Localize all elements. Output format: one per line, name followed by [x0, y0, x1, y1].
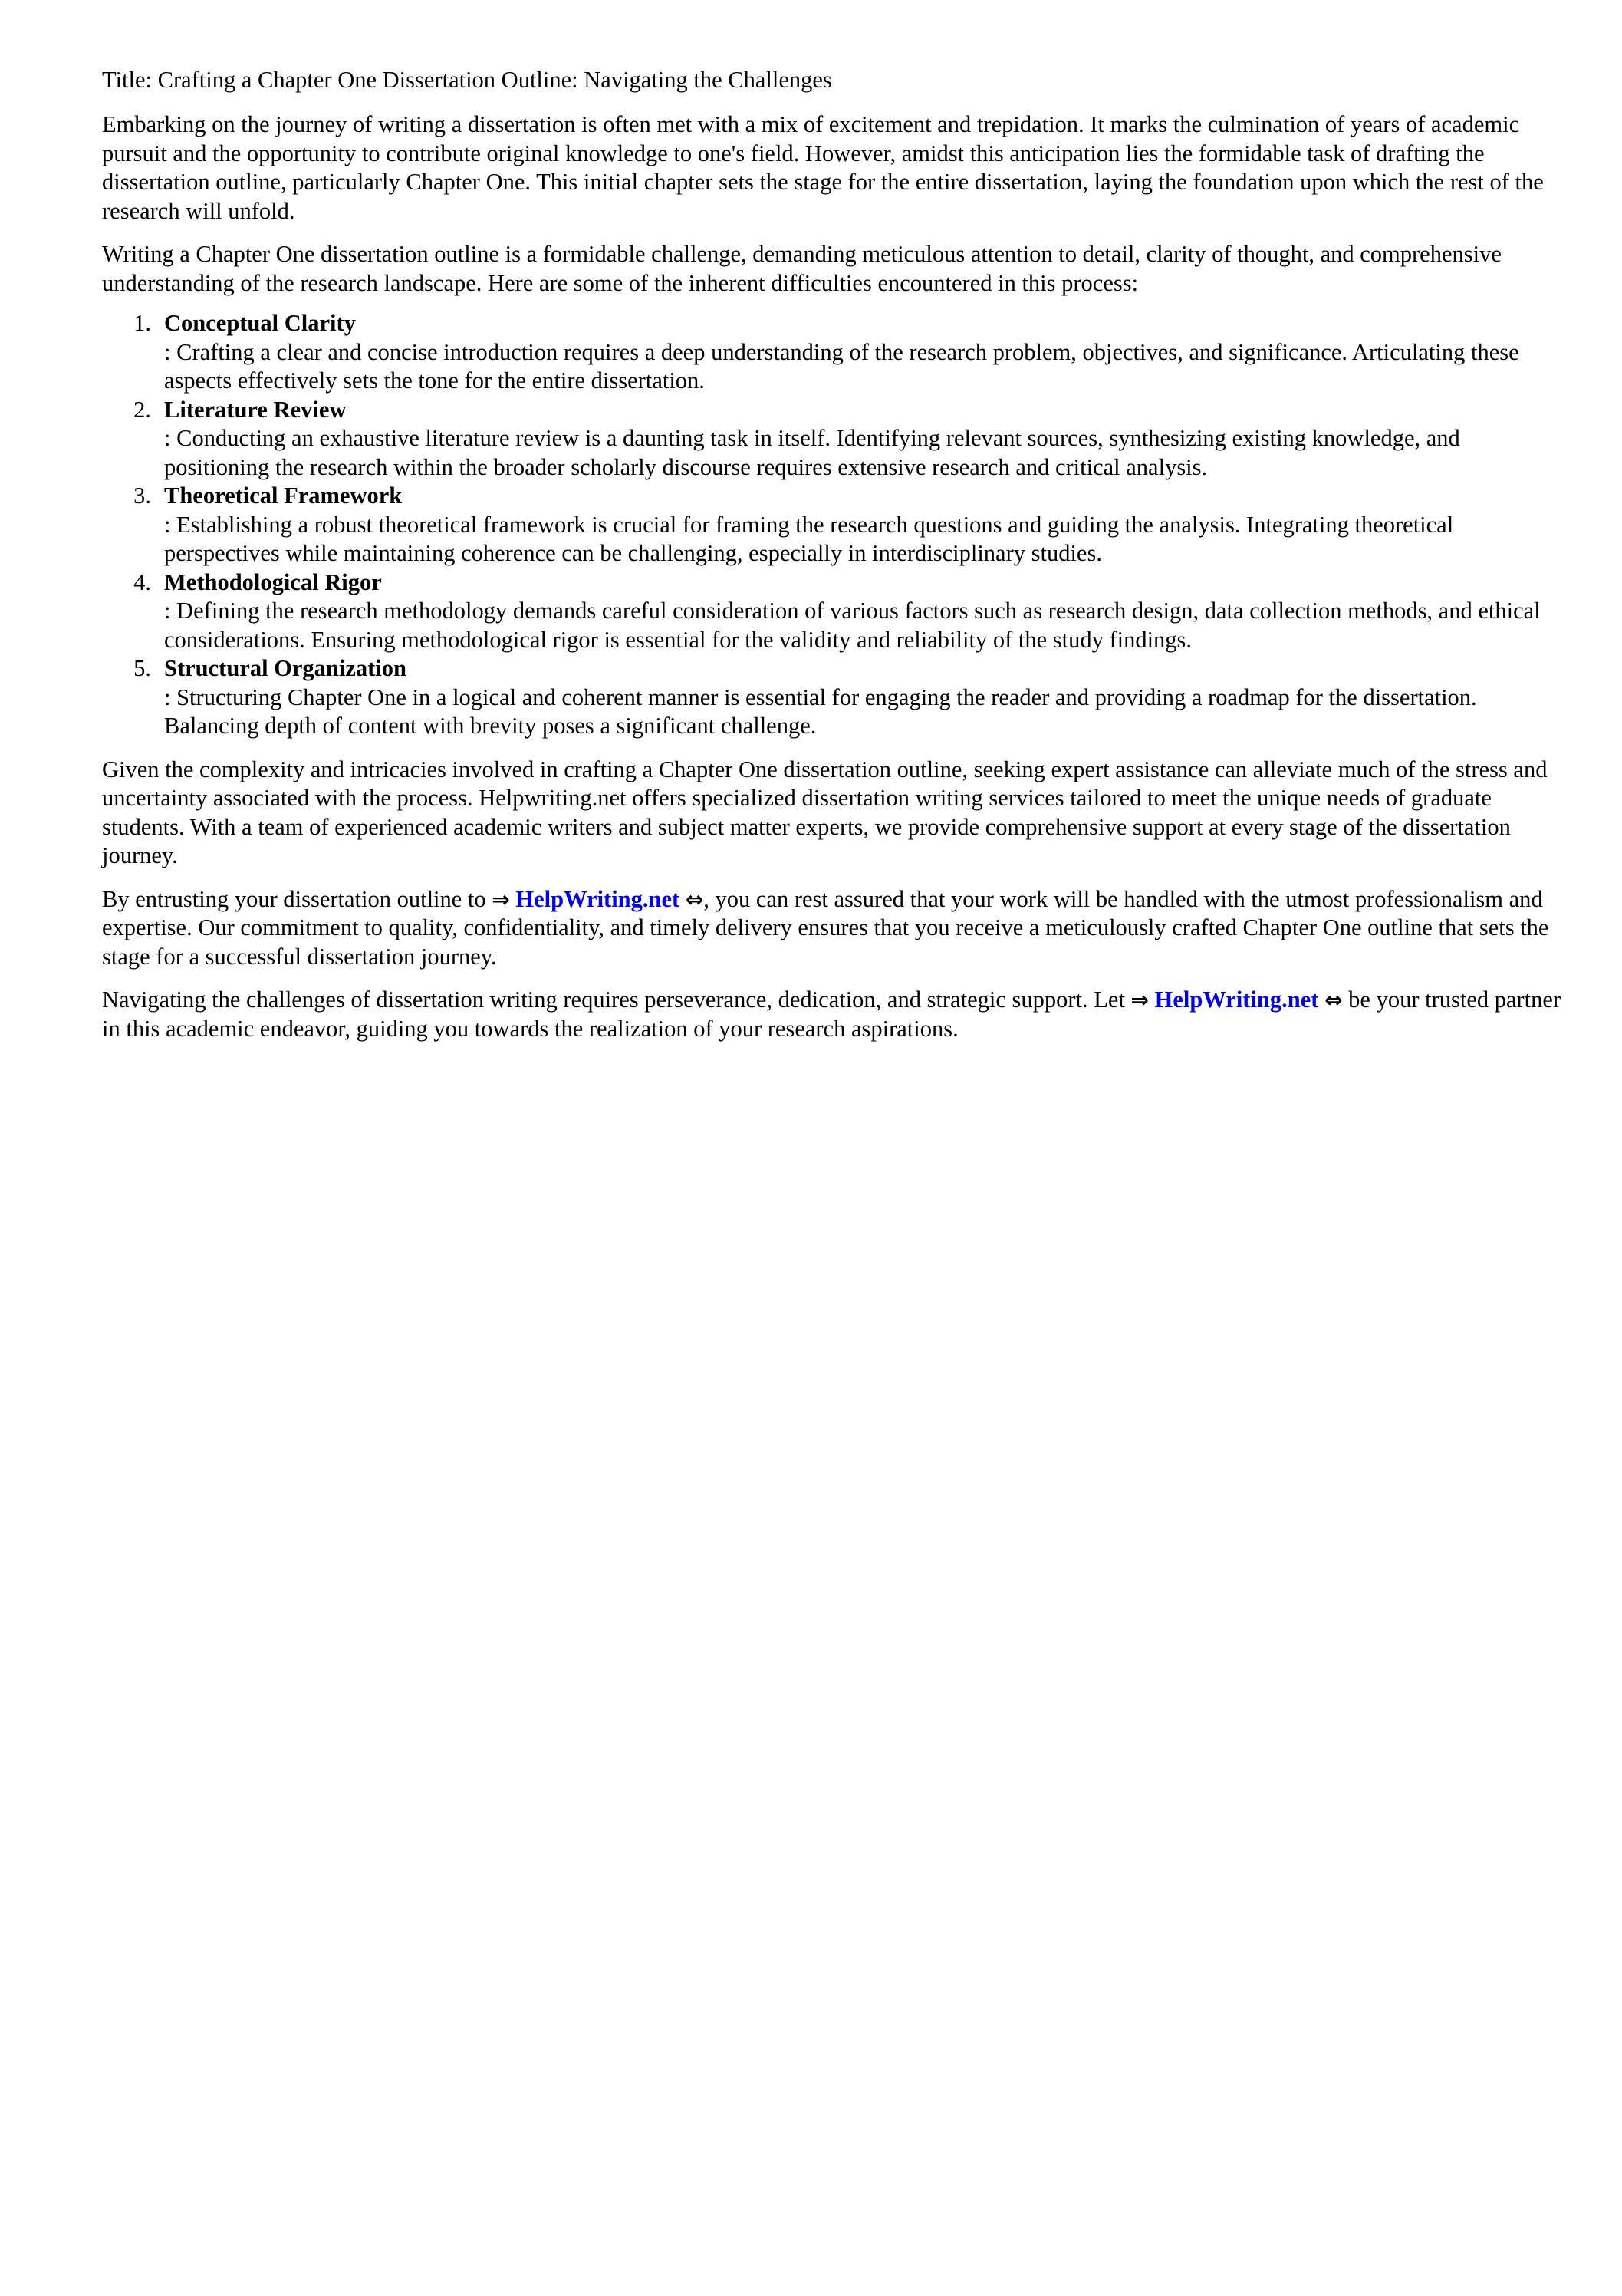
paragraph-challenges-lead: Writing a Chapter One dissertation outline is a formidable challenge, demanding meticulous attention to detail, clarity of thought, and comprehensive understanding of the research landscape. Here are some of the inherent difficulties encountered in this process:: [102, 241, 1502, 296]
spacer: [102, 94, 1573, 110]
list-item-text: : Establishing a robust theoretical framework is crucial for framing the research questions and guiding the analysis. Integrating theoretical perspectives while maintaining coherence can be challenging, especially in interdisciplinary studies.: [164, 511, 1454, 566]
list-item-text: : Defining the research methodology demands careful consideration of various factors such as research design, data collection methods, and ethical considerations. Ensuring methodological rigor is essential for the validity and reliability of the study findings.: [164, 598, 1541, 653]
list-item: [122, 309, 1573, 396]
difficulties-list: [102, 309, 1573, 741]
helpwriting-link[interactable]: HelpWriting.net: [1154, 987, 1319, 1013]
list-item: [122, 654, 1573, 741]
paragraph-closing: [102, 986, 1573, 1043]
spacer: [102, 871, 1573, 885]
double-right-arrow-icon: ⇒: [1130, 987, 1150, 1013]
list-item-text: : Conducting an exhaustive literature review is a daunting task in itself. Identifying relevant sources, synthesizing existing knowledge, and positioning the research within the broader scholarly discourse requires extensive research and critical analysis.: [164, 425, 1460, 480]
list-item: [122, 568, 1573, 655]
spacer: [102, 971, 1573, 986]
spacer: [102, 741, 1573, 756]
left-right-arrow-icon: ⇔: [1324, 987, 1343, 1013]
left-right-arrow-icon: ⇔: [685, 886, 704, 912]
list-item-text: : Structuring Chapter One in a logical and coherent manner is essential for engaging the reader and providing a roadmap for the dissertation. Balancing depth of content with brevity poses a significant challenge.: [164, 684, 1477, 739]
list-item-label: Methodological Rigor: [164, 568, 382, 595]
entrust-text-before: By entrusting your dissertation outline to: [102, 885, 492, 912]
list-item-text: : Crafting a clear and concise introduction requires a deep understanding of the research problem, objectives, and significance. Articulating these aspects effectively sets the tone for the entire dissertation.: [164, 338, 1519, 394]
closing-text-before: Navigating the challenges of dissertation writing requires perseverance, dedication, and strategic support. Let: [102, 987, 1131, 1013]
list-item-label: Structural Organization: [164, 655, 406, 681]
list-item-label: Theoretical Framework: [164, 483, 403, 509]
paragraph-expert-assistance: Given the complexity and intricacies involved in crafting a Chapter One dissertation outline, seeking expert assistance can alleviate much of the stress and uncertainty associated with the process. Helpwriting.net offers specialized dissertation writing services tailored to meet the unique needs of graduate students. With a team of experienced academic writers and subject matter experts, we provide comprehensive support at every stage of the dissertation journey.: [102, 756, 1548, 868]
helpwriting-link[interactable]: HelpWriting.net: [515, 885, 680, 912]
list-item: [122, 396, 1573, 483]
paragraph-entrusting: [102, 885, 1573, 972]
spacer: [102, 298, 1573, 309]
list-item-label: Literature Review: [164, 396, 347, 423]
paragraph-intro: Embarking on the journey of writing a dissertation is often met with a mix of excitement and trepidation. It marks the culmination of years of academic pursuit and the opportunity to contribute original knowledge to one's field. However, amidst this anticipation lies the formidable task of drafting the dissertation outline, particularly Chapter One. This initial chapter sets the stage for the entire dissertation, laying the foundation upon which the rest of the research will unfold.: [102, 111, 1544, 224]
entrust-text-after: , you can rest assured that your work will be handled with the utmost professionalism and expertise. Our commitment to quality, confidentiality, and timely delivery ensures that you receive a meticulously crafted Chapter One outline that sets the stage for a successful dissertation journey.: [102, 885, 1549, 970]
document-content: [102, 65, 1573, 1043]
list-item: [122, 482, 1573, 568]
closing-text-after: be your trusted partner in this academic endeavor, guiding you towards the realization of your research aspirations.: [102, 987, 1561, 1042]
page-title: Title: Crafting a Chapter One Dissertation Outline: Navigating the Challenges: [102, 67, 832, 93]
spacer: [102, 226, 1573, 240]
double-right-arrow-icon: ⇒: [492, 886, 510, 912]
list-item-label: Conceptual Clarity: [164, 310, 356, 336]
